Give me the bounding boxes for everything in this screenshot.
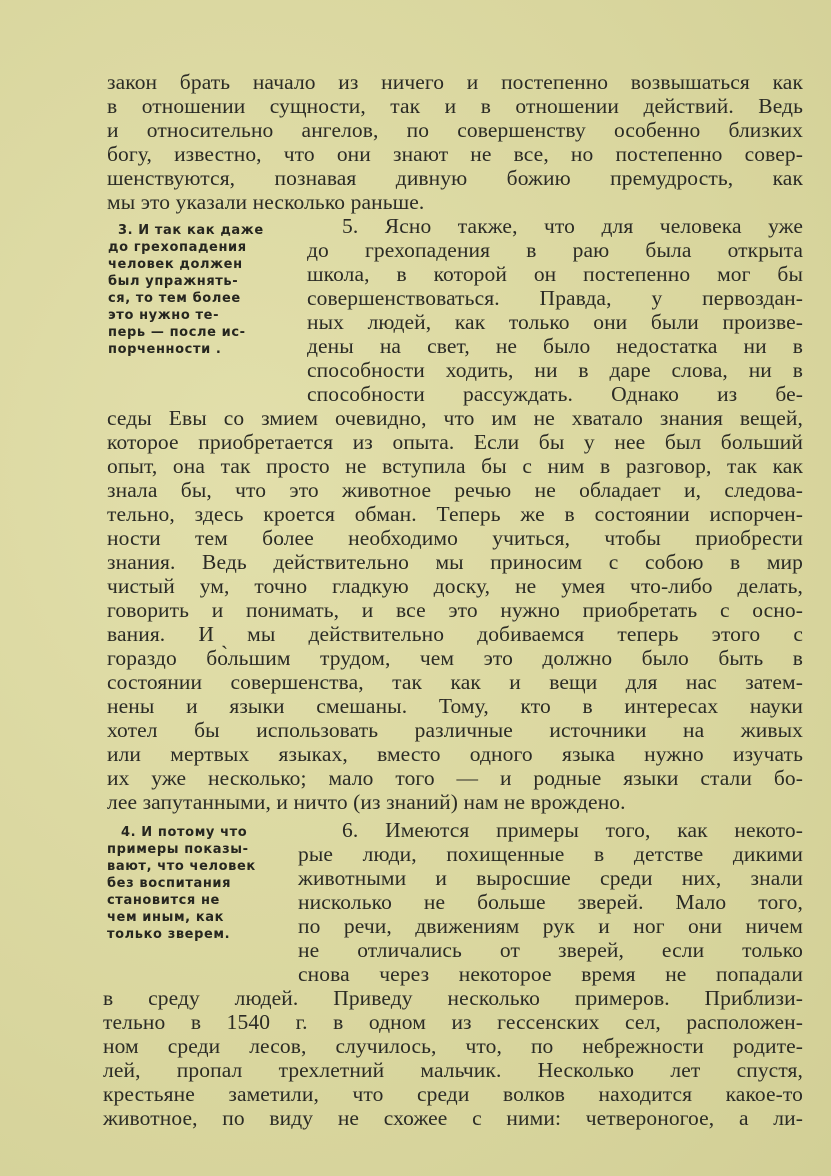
text-line: мы это указали несколько раньше. — [107, 190, 425, 214]
margin-note-line: перь — после ис- — [108, 325, 246, 340]
text-line: их уже несколько; мало того — и родные языки стали бо- — [107, 766, 803, 790]
text-line: по речи, движениям рук и ног они ничем — [298, 914, 803, 938]
text-line: тельно, здесь кроется обман. Теперь же в состоянии испорчен- — [107, 502, 803, 526]
text-line: ных людей, как только они были произве- — [307, 310, 803, 334]
text-line: которое приобретается из опыта. Если бы у нее был больший — [107, 430, 803, 454]
text-line: 5. Ясно также, что для человека уже — [342, 214, 803, 238]
margin-note-line: без воспитания — [107, 876, 232, 891]
margin-note-line: порченности . — [108, 342, 222, 357]
text-line: говорить и понимать, и все это нужно приобретать с осно- — [107, 598, 803, 622]
text-line: ном среди лесов, случилось, что, по небрежности родите- — [103, 1034, 803, 1058]
margin-note-line: это нужно те- — [108, 308, 220, 323]
margin-note-line: ся, то тем более — [108, 291, 241, 306]
margin-note-line: примеры показы- — [107, 842, 249, 857]
text-line: лей, пропал трехлетний мальчик. Несколько лет спустя, — [103, 1058, 803, 1082]
margin-note-line: становится не — [107, 893, 220, 908]
text-line: животными и выросшие среди них, знали — [298, 866, 803, 890]
margin-note-line: 4. И потому что — [121, 825, 248, 840]
text-line: вания. И мы действительно добиваемся теперь этого с — [107, 622, 803, 646]
text-line: хотел бы использовать различные источники на живых — [107, 718, 803, 742]
text-line: дены на свет, не было недостатка ни в — [307, 334, 803, 358]
margin-note-line: до грехопадения — [108, 240, 247, 255]
text-line: в отношении сущности, так и в отношении действий. Ведь — [107, 94, 803, 118]
text-line: шенствуются, познавая дивную божию премудрость, как — [107, 166, 803, 190]
margin-note-line: вают, что человек — [107, 859, 256, 874]
text-line: 6. Имеются примеры того, как некото- — [342, 818, 803, 842]
text-line: состоянии совершенства, так как и вещи для нас затем- — [107, 670, 803, 694]
text-line: совершенствоваться. Правда, у первоздан- — [307, 286, 803, 310]
margin-note-line: 3. И так как даже — [118, 223, 264, 238]
text-line: в среду людей. Приведу несколько примеров. Приблизи- — [103, 986, 803, 1010]
margin-note-line: чем иным, как — [107, 910, 225, 925]
margin-note-line: был упражнять- — [108, 274, 239, 289]
text-line: животное, по виду не схожее с ними: четвероногое, а ли- — [103, 1106, 803, 1130]
text-line: седы Евы со змием очевидно, что им не хватало знания вещей, — [107, 406, 803, 430]
text-line: тельно в 1540 г. в одном из гессенских сел, расположен- — [103, 1010, 803, 1034]
text-line: знала бы, что это животное речью не обладает и, следова- — [107, 478, 803, 502]
text-line: опыт, она так просто не вступила бы с ним в разговор, так как — [107, 454, 803, 478]
text-line: снова через некоторое время не попадали — [298, 962, 803, 986]
text-line: нисколько не больше зверей. Мало того, — [298, 890, 803, 914]
text-line: гораздо бо̀льшим трудом, чем это должно было быть в — [107, 646, 803, 670]
text-line: крестьяне заметили, что среди волков находится какое-то — [103, 1082, 803, 1106]
margin-note-line: только зверем. — [107, 927, 231, 942]
text-line: до грехопадения в раю была открыта — [307, 238, 803, 262]
text-line: или мертвых языках, вместо одного языка нужно изучать — [107, 742, 803, 766]
text-line: способности рассуждать. Однако из бе- — [307, 382, 803, 406]
text-line: способности ходить, ни в даре слова, ни в — [307, 358, 803, 382]
text-line: школа, в которой он постепенно мог бы — [307, 262, 803, 286]
text-line: лее запутанными, и ничто (из знаний) нам не врождено. — [107, 790, 626, 814]
text-line: ности тем более необходимо учиться, чтобы приобрести — [107, 526, 803, 550]
text-line: богу, известно, что они знают не все, но постепенно совер- — [107, 142, 803, 166]
text-line: знания. Ведь действительно мы приносим с собою в мир — [107, 550, 803, 574]
text-line: рые люди, похищенные в детстве дикими — [298, 842, 803, 866]
text-line: нены и языки смешаны. Тому, кто в интересах науки — [107, 694, 803, 718]
text-line: закон брать начало из ничего и постепенно возвышаться как — [107, 70, 803, 94]
margin-note-line: человек должен — [108, 257, 243, 272]
text-line: и относительно ангелов, по совершенству особенно близких — [107, 118, 803, 142]
text-line: не отличались от зверей, если только — [298, 938, 803, 962]
text-line: чистый ум, точно гладкую доску, не умея что-либо делать, — [107, 574, 803, 598]
